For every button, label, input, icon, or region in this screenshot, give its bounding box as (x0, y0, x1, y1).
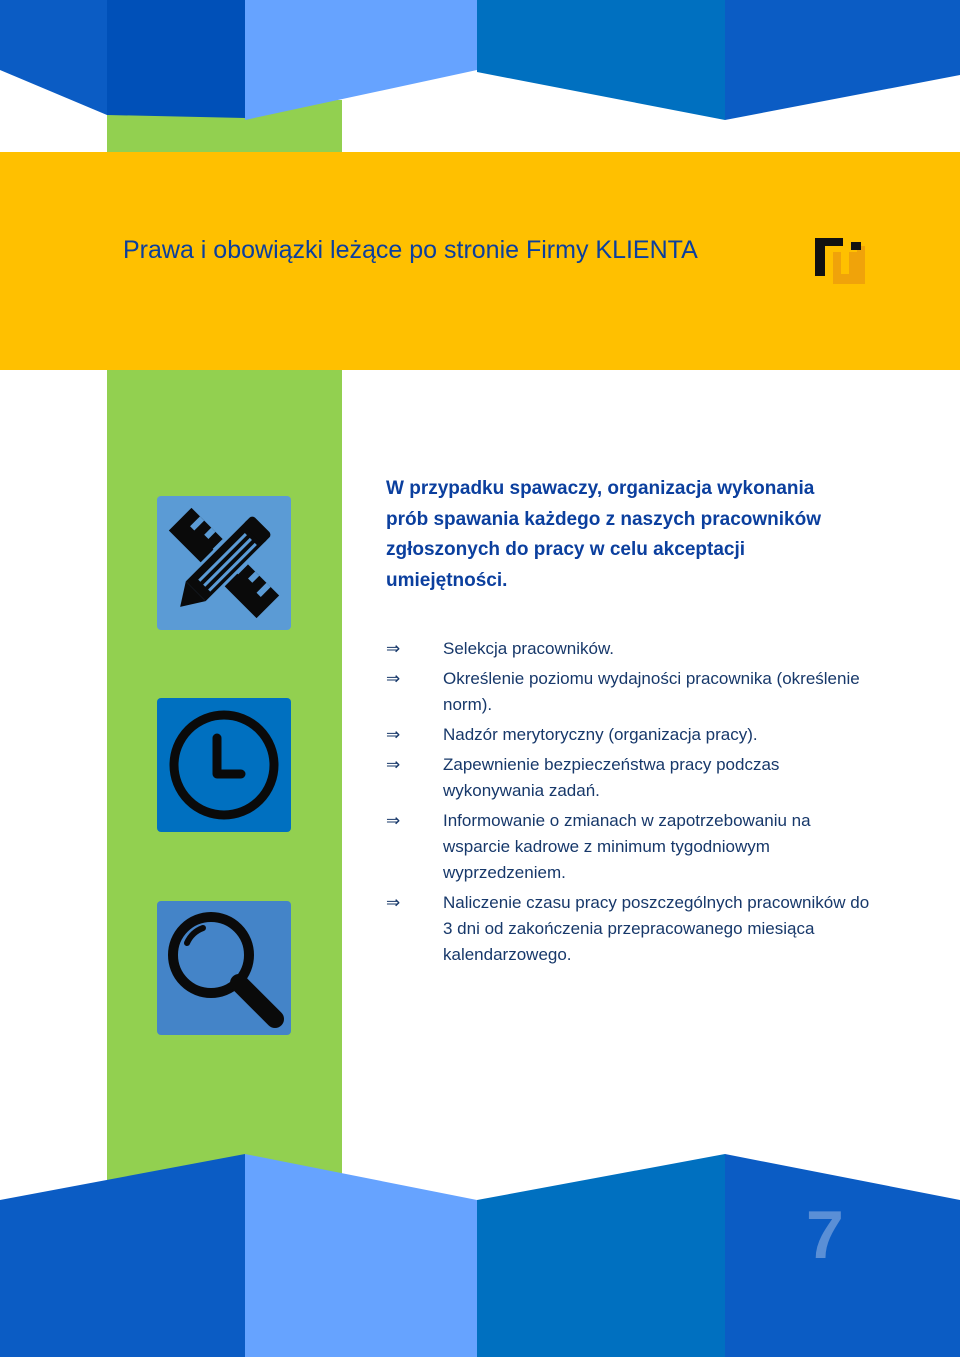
top-decoration (0, 0, 960, 160)
duties-list (380, 636, 880, 972)
arrow-icon: ⇒ (386, 893, 401, 913)
list-item: ⇒ Selekcja pracowników. (380, 636, 880, 662)
arrow-icon: ⇒ (386, 811, 401, 831)
list-item: ⇒ Naliczenie czasu pracy poszczególnych pracowników do 3 dni od zakończenia przepracowanego miesiąca kalendarzowego. (380, 890, 880, 968)
list-item: ⇒ Informowanie o zmianach w zapotrzebowaniu na wsparcie kadrowe z minimum tygodniowym wyprzedzeniem. (380, 808, 880, 886)
arrow-icon: ⇒ (386, 755, 401, 775)
list-item: ⇒ Zapewnienie bezpieczeństwa pracy podczas wykonywania zadań. (380, 752, 880, 804)
magnifier-icon (157, 901, 291, 1035)
arrow-icon: ⇒ (386, 639, 401, 659)
arrow-icon: ⇒ (386, 669, 401, 689)
page-number: 7 (806, 1197, 844, 1273)
company-logo (813, 236, 867, 286)
intro-paragraph: W przypadku spawaczy, organizacja wykonania prób spawania każdego z naszych pracowników zgłoszonych do pracy w celu akceptacji umiejętności. (386, 478, 821, 591)
clock-icon (157, 698, 291, 832)
arrow-icon: ⇒ (386, 725, 401, 745)
pencil-ruler-icon (157, 496, 291, 630)
list-item: ⇒ Nadzór merytoryczny (organizacja pracy). (380, 722, 880, 748)
page-title: Prawa i obowiązki leżące po stronie Firmy KLIENTA (123, 236, 698, 264)
list-item: ⇒ Określenie poziomu wydajności pracownika (określenie norm). (380, 666, 880, 718)
